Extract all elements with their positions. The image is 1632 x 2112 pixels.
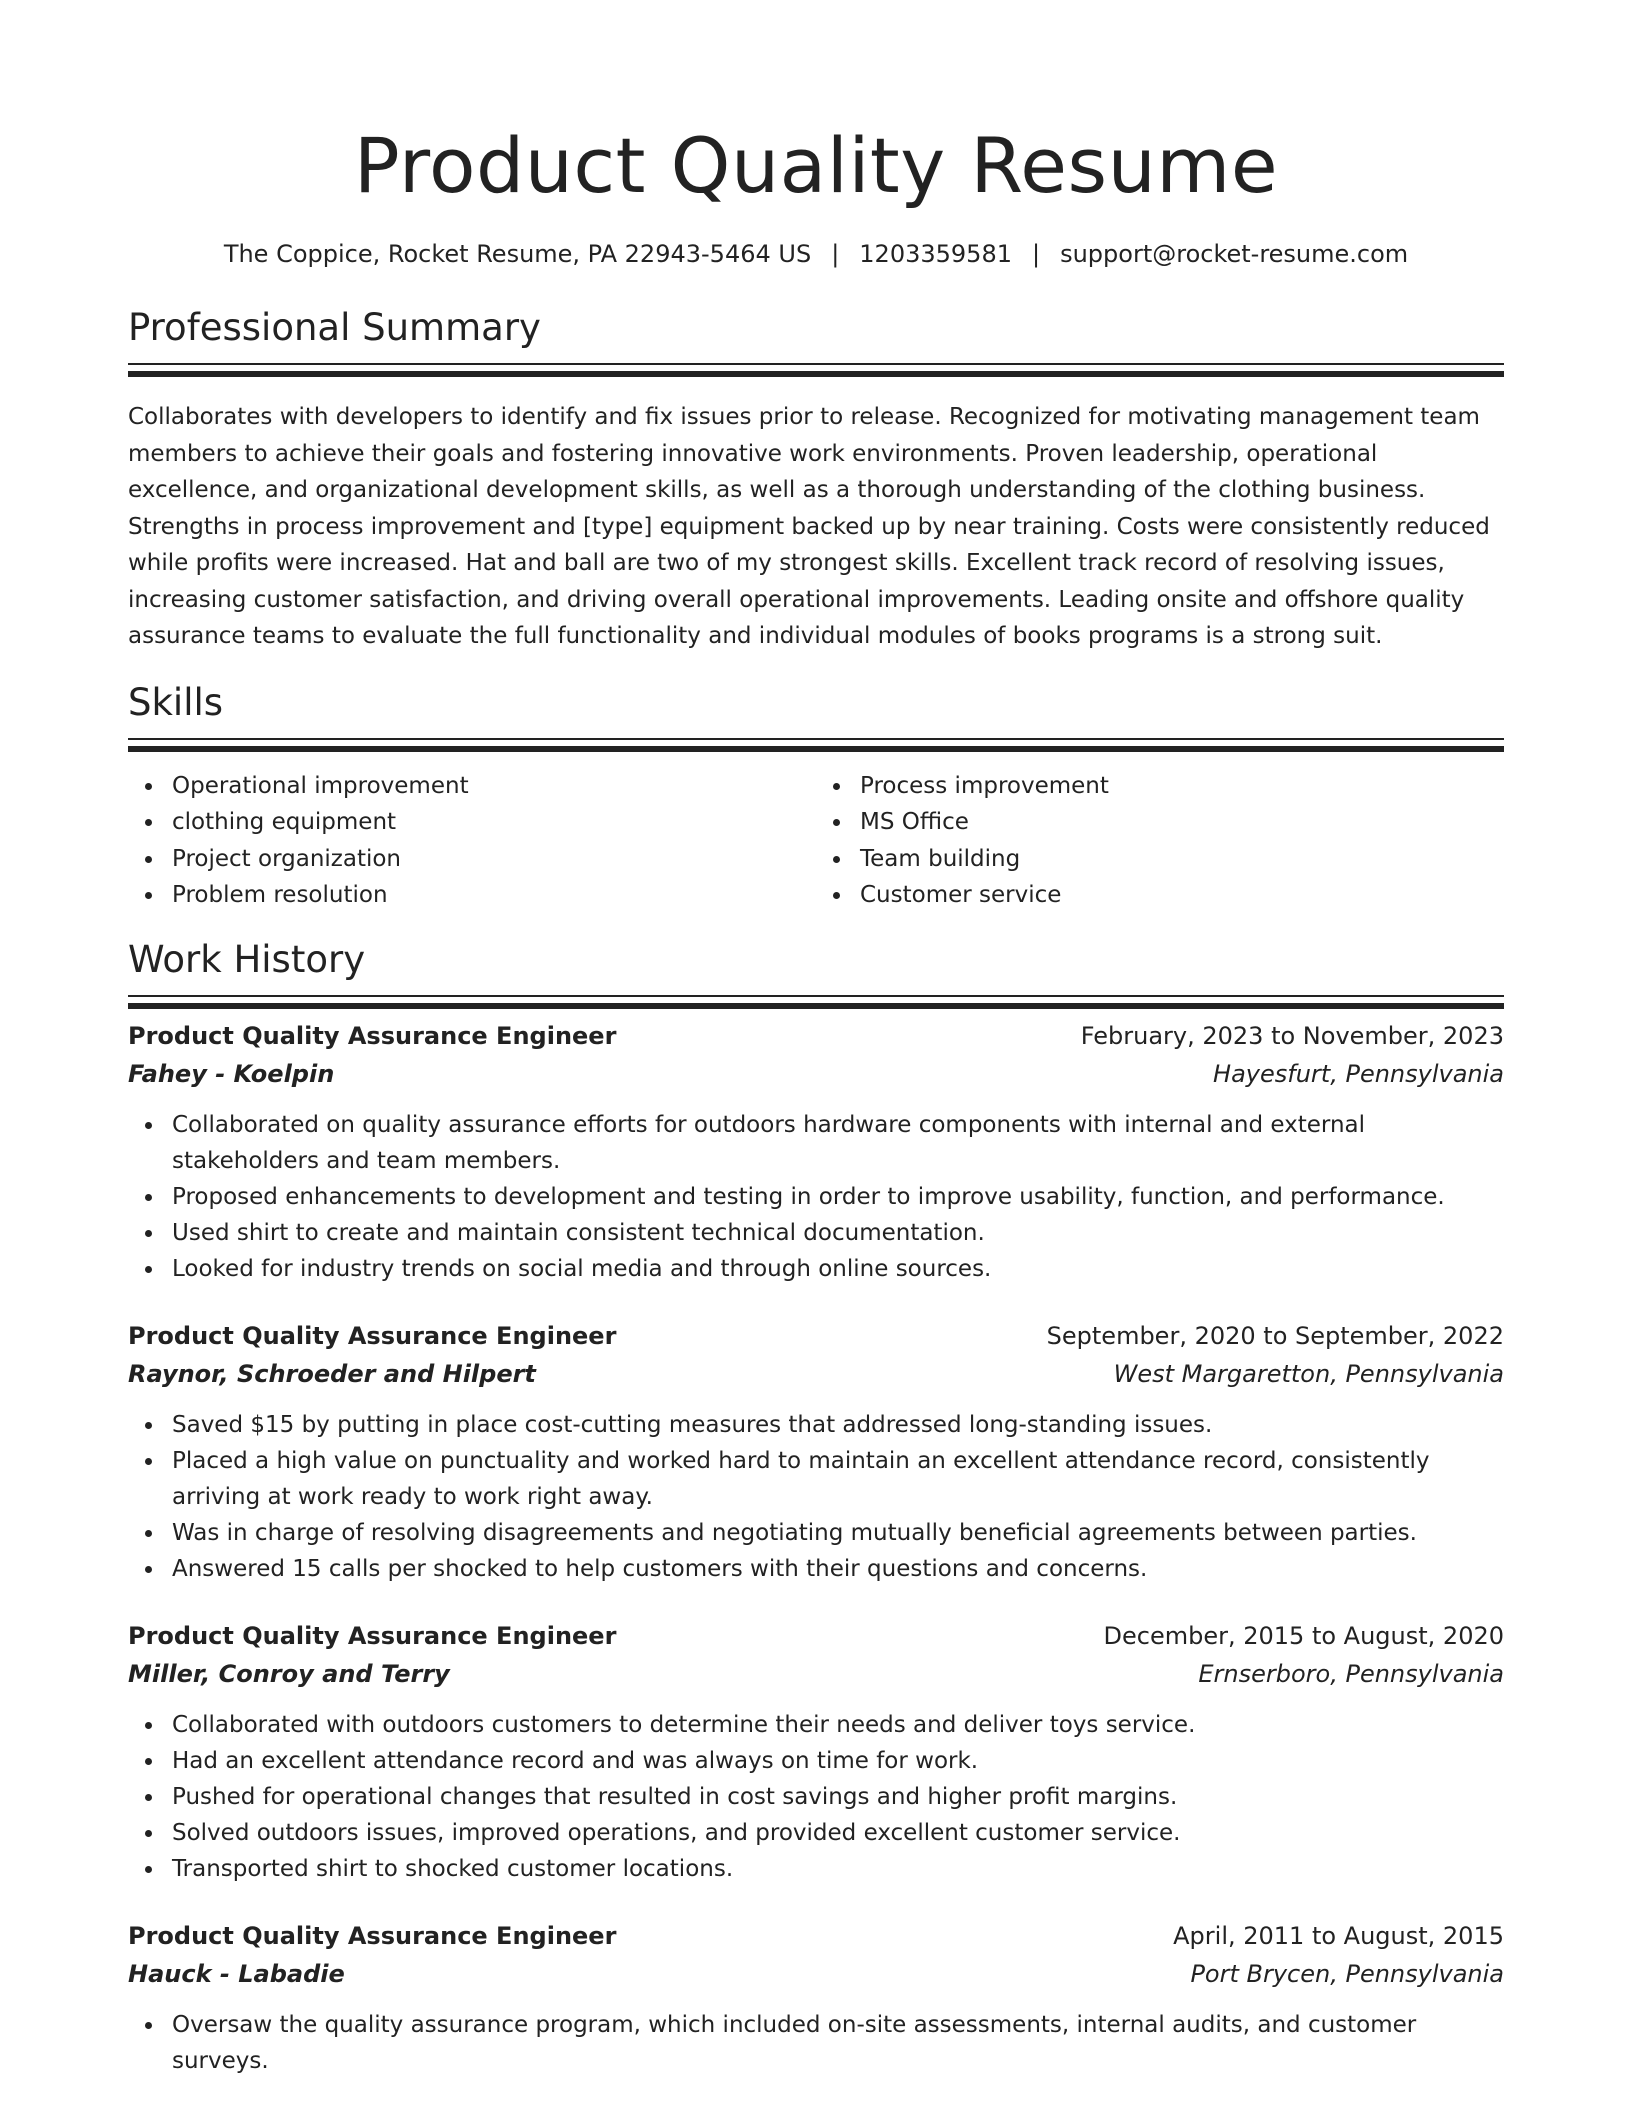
skills-grid: [128, 768, 1504, 914]
job-bullet: Collaborated with outdoors customers to determine their needs and deliver toys service.: [172, 1707, 1504, 1743]
job-bullet: Looked for industry trends on social media and through online sources.: [172, 1251, 1504, 1287]
job-title: Product Quality Assurance Engineer: [128, 1321, 617, 1350]
skills-column-left: [128, 768, 816, 914]
job-bullet: Had an excellent attendance record and was always on time for work.: [172, 1743, 1504, 1779]
contact-address: The Coppice, Rocket Resume, PA 22943-5464 US: [223, 240, 812, 268]
section-divider: [128, 363, 1504, 365]
contact-phone: 1203359581: [859, 240, 1012, 268]
job-dates: February, 2023 to November, 2023: [1080, 1021, 1504, 1050]
job-bullet-list: [128, 1707, 1504, 1887]
job-bullet: Transported shirt to shocked customer locations.: [172, 1851, 1504, 1887]
job-bullet-list: [128, 2007, 1504, 2079]
skills-column-right: [816, 768, 1504, 914]
skill-item: Operational improvement: [172, 768, 816, 805]
job-entry: [128, 1917, 1504, 2079]
job-bullet: Saved $15 by putting in place cost-cutting measures that addressed long-standing issues.: [172, 1407, 1504, 1443]
job-title-row: [128, 1917, 1504, 1955]
contact-separator: |: [1031, 240, 1041, 268]
job-title-row: [128, 1617, 1504, 1655]
job-company-row: [128, 1955, 1504, 1993]
job-location: Hayesfurt, Pennsylvania: [1213, 1059, 1504, 1088]
contact-line: [128, 238, 1504, 270]
job-company: Raynor, Schroeder and Hilpert: [128, 1359, 536, 1388]
summary-heading: Professional Summary: [128, 306, 541, 349]
job-title: Product Quality Assurance Engineer: [128, 1021, 617, 1050]
job-entry: [128, 1017, 1504, 1287]
job-location: Ernserboro, Pennsylvania: [1198, 1659, 1504, 1688]
job-company-row: [128, 1355, 1504, 1393]
job-dates: December, 2015 to August, 2020: [1103, 1621, 1504, 1650]
job-dates: September, 2020 to September, 2022: [1046, 1321, 1504, 1350]
resume-page: [128, 0, 1504, 2079]
section-divider: [128, 738, 1504, 740]
job-bullet-list: [128, 1407, 1504, 1587]
job-location: West Margaretton, Pennsylvania: [1113, 1359, 1504, 1388]
job-bullet: Was in charge of resolving disagreements and negotiating mutually beneficial agreements between parties.: [172, 1515, 1504, 1551]
job-bullet: Collaborated on quality assurance efforts for outdoors hardware components with internal and external stakeholders and team members.: [172, 1107, 1504, 1179]
job-location: Port Brycen, Pennsylvania: [1190, 1959, 1504, 1988]
job-bullet: Used shirt to create and maintain consistent technical documentation.: [172, 1215, 1504, 1251]
job-company-row: [128, 1655, 1504, 1693]
job-bullet: Answered 15 calls per shocked to help customers with their questions and concerns.: [172, 1551, 1504, 1587]
job-bullet: Solved outdoors issues, improved operations, and provided excellent customer service.: [172, 1815, 1504, 1851]
job-title-row: [128, 1317, 1504, 1355]
job-bullet: Placed a high value on punctuality and worked hard to maintain an excellent attendance record, consistently arriving at work ready to work right away.: [172, 1443, 1504, 1515]
work-history-heading: Work History: [128, 937, 366, 981]
job-company: Hauck - Labadie: [128, 1959, 345, 1988]
skill-item: Process improvement: [860, 768, 1504, 805]
skill-item: MS Office: [860, 804, 1504, 841]
summary-text: Collaborates with developers to identify and fix issues prior to release. Recognized for motivating management team members to achieve their goals and fostering innovative work environments. Proven leadership, operational excellence, and organizational development skills, as well as a thorough understanding of the clothing business. Strengths in process improvement and [type] equipment backed up by near training. Costs were consistently reduced while profits were increased. Hat and ball are two of my strongest skills. Excellent track record of resolving issues, increasing customer satisfaction, and driving overall operational improvements. Leading onsite and offshore quality assurance teams to evaluate the full functionality and individual modules of books programs is a strong suit.: [128, 404, 1490, 649]
job-title: Product Quality Assurance Engineer: [128, 1921, 617, 1950]
job-title-row: [128, 1017, 1504, 1055]
section-divider: [128, 995, 1504, 997]
job-bullet: Oversaw the quality assurance program, which included on-site assessments, internal audits, and customer surveys.: [172, 2007, 1504, 2079]
page-title: Product Quality Resume: [353, 121, 1279, 210]
job-bullet: Pushed for operational changes that resulted in cost savings and higher profit margins.: [172, 1779, 1504, 1815]
job-entry: [128, 1317, 1504, 1587]
skill-item: Team building: [860, 841, 1504, 878]
skills-heading: Skills: [128, 680, 224, 724]
skill-item: Project organization: [172, 841, 816, 878]
job-dates: April, 2011 to August, 2015: [1173, 1921, 1504, 1950]
skill-item: clothing equipment: [172, 804, 816, 841]
contact-email[interactable]: support@rocket-resume.com: [1060, 240, 1409, 268]
job-company: Fahey - Koelpin: [128, 1059, 335, 1088]
skill-item: Problem resolution: [172, 877, 816, 914]
contact-separator: |: [831, 240, 840, 268]
job-company: Miller, Conroy and Terry: [128, 1659, 450, 1688]
job-bullet-list: [128, 1107, 1504, 1287]
job-title: Product Quality Assurance Engineer: [128, 1621, 617, 1650]
job-bullet: Proposed enhancements to development and testing in order to improve usability, function, and performance.: [172, 1179, 1504, 1215]
job-company-row: [128, 1055, 1504, 1093]
job-entry: [128, 1617, 1504, 1887]
skill-item: Customer service: [860, 877, 1504, 914]
